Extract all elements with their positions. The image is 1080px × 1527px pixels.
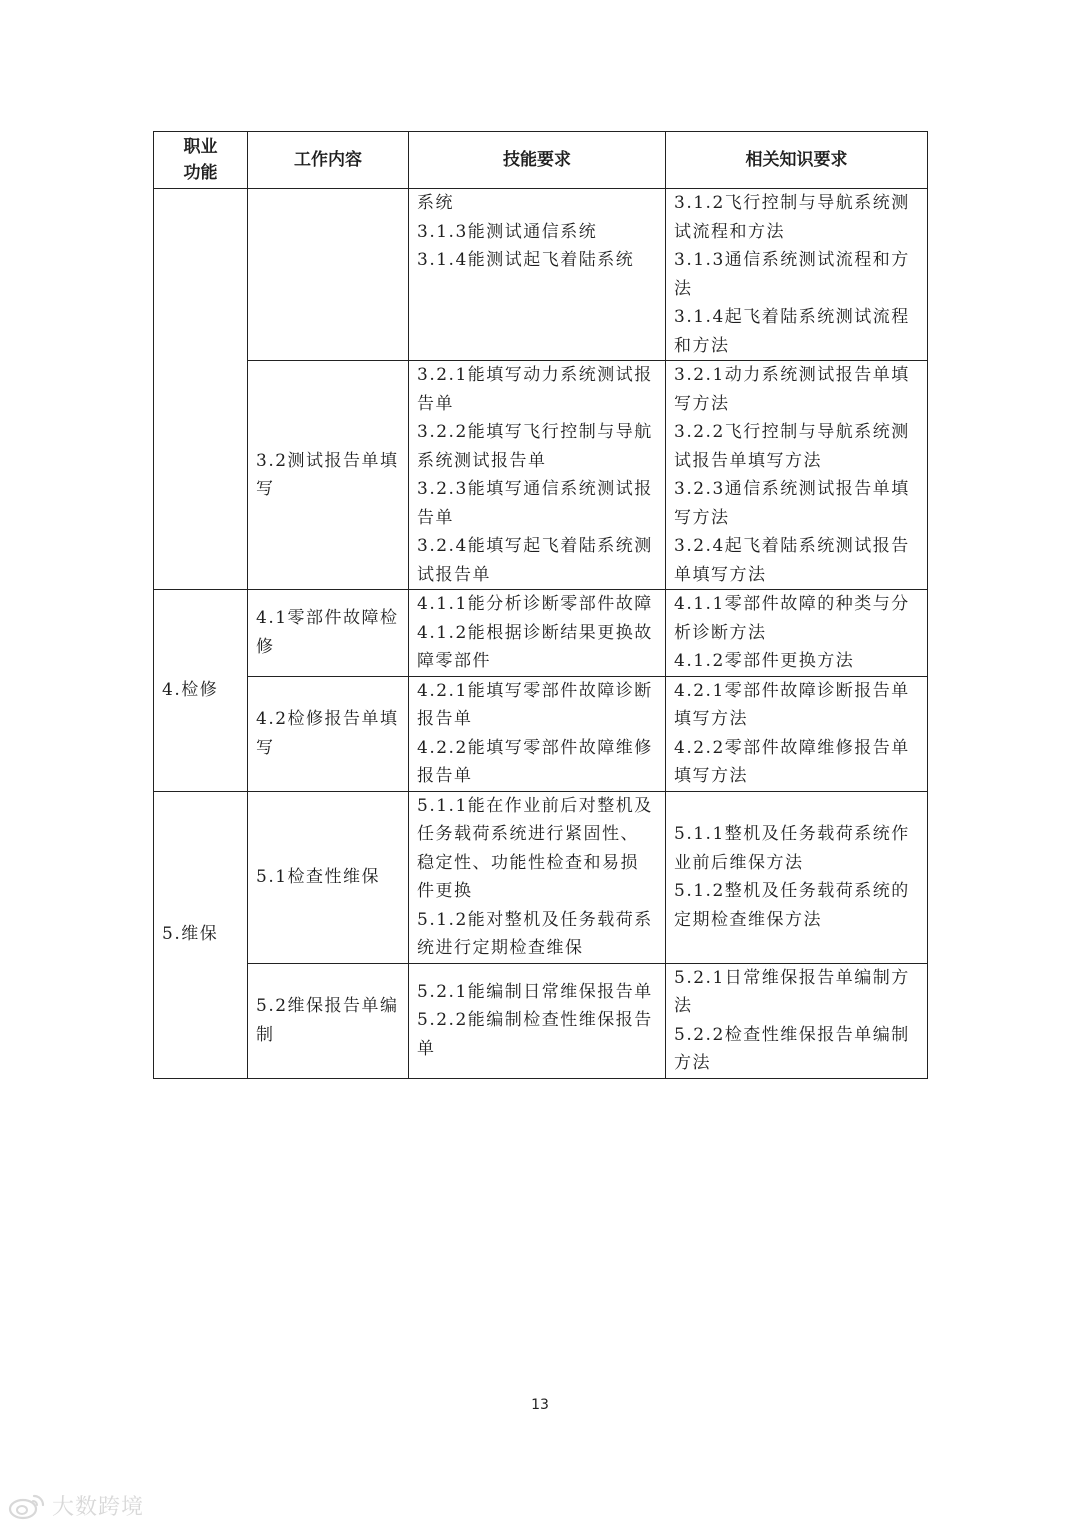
skill-item: 5.2.1能编制日常维保报告单 (417, 981, 653, 1002)
content-cell: 3.2测试报告单填写 (248, 361, 409, 590)
knowledge-item: 4.1.2零部件更换方法 (674, 651, 855, 671)
skill-item: 3.2.1能填写动力系统测试报告单 (417, 365, 653, 414)
skill-item: 3.2.3能填写通信系统测试报告单 (417, 479, 653, 528)
skill-item: 4.1.2能根据诊断结果更换故障零部件 (417, 622, 653, 671)
header-function-line2: 功能 (183, 163, 218, 183)
knowledge-item: 3.2.3通信系统测试报告单填写方法 (674, 479, 910, 528)
function-cell: 4.检修 (154, 590, 248, 792)
knowledge-cell (666, 963, 928, 1078)
header-function-line1: 职业 (183, 137, 218, 157)
knowledge-item: 3.1.2飞行控制与导航系统测试流程和方法 (674, 193, 910, 242)
skills-cell (409, 361, 666, 590)
occupational-standard-table (153, 131, 928, 1079)
skill-item: 4.2.1能填写零部件故障诊断报告单 (417, 680, 653, 729)
watermark (8, 1490, 144, 1521)
skill-item: 系统 (417, 193, 454, 213)
watermark-text: 大数跨境 (52, 1495, 145, 1520)
knowledge-item: 3.2.1动力系统测试报告单填写方法 (674, 365, 910, 414)
page-number: 13 (531, 1397, 549, 1413)
content-cell: 4.1零部件故障检修 (248, 590, 409, 677)
knowledge-item: 4.2.2零部件故障维修报告单填写方法 (674, 737, 910, 786)
skill-item: 3.2.4能填写起飞着陆系统测试报告单 (417, 536, 653, 585)
table-row (154, 676, 928, 791)
knowledge-item: 3.1.3通信系统测试流程和方法 (674, 250, 910, 299)
knowledge-item: 4.2.1零部件故障诊断报告单填写方法 (674, 680, 910, 729)
table-row (154, 963, 928, 1078)
knowledge-item: 3.2.4起飞着陆系统测试报告单填写方法 (674, 536, 910, 585)
knowledge-cell (666, 676, 928, 791)
knowledge-item: 4.1.1零部件故障的种类与分析诊断方法 (674, 594, 910, 643)
knowledge-item: 3.1.4起飞着陆系统测试流程和方法 (674, 307, 910, 356)
table-row (154, 361, 928, 590)
knowledge-cell (666, 361, 928, 590)
function-cell-empty (154, 189, 248, 590)
content-cell-empty (248, 189, 409, 361)
content-cell: 5.2维保报告单编制 (248, 963, 409, 1078)
skill-item: 3.1.3能测试通信系统 (417, 221, 598, 242)
table-row (154, 791, 928, 963)
skill-item: 4.1.1能分析诊断零部件故障 (417, 594, 653, 614)
skill-item: 5.2.2能编制检查性维保报告单 (417, 1010, 653, 1059)
content-cell: 5.1检查性维保 (248, 791, 409, 963)
skill-item: 3.1.4能测试起飞着陆系统 (417, 250, 635, 270)
knowledge-item: 5.2.2检查性维保报告单编制方法 (674, 1024, 910, 1073)
table-header-row (154, 132, 928, 189)
knowledge-cell (666, 590, 928, 677)
header-skills: 技能要求 (409, 132, 666, 189)
skill-item: 5.1.1能在作业前后对整机及任务载荷系统进行紧固性、稳定性、功能性检查和易损件更换 (417, 795, 653, 901)
header-content: 工作内容 (248, 132, 409, 189)
weibo-logo-icon (8, 1492, 48, 1520)
knowledge-item: 3.2.2飞行控制与导航系统测试报告单填写方法 (674, 422, 910, 471)
skills-cell (409, 590, 666, 677)
table-row (154, 590, 928, 677)
knowledge-item: 5.1.1整机及任务载荷系统作业前后维保方法 (674, 824, 910, 873)
header-function (154, 132, 248, 189)
function-cell: 5.维保 (154, 791, 248, 1078)
skills-cell (409, 963, 666, 1078)
knowledge-cell (666, 791, 928, 963)
skills-cell (409, 676, 666, 791)
skill-item: 3.2.2能填写飞行控制与导航系统测试报告单 (417, 422, 653, 471)
skills-cell (409, 791, 666, 963)
skill-item: 4.2.2能填写零部件故障维修报告单 (417, 737, 653, 786)
knowledge-item: 5.2.1日常维保报告单编制方法 (674, 967, 910, 1016)
skill-item: 5.1.2能对整机及任务载荷系统进行定期检查维保 (417, 909, 653, 958)
header-knowledge: 相关知识要求 (666, 132, 928, 189)
content-cell: 4.2检修报告单填写 (248, 676, 409, 791)
table-row (154, 189, 928, 361)
knowledge-item: 5.1.2整机及任务载荷系统的定期检查维保方法 (674, 881, 910, 930)
skills-cell (409, 189, 666, 361)
knowledge-cell (666, 189, 928, 361)
